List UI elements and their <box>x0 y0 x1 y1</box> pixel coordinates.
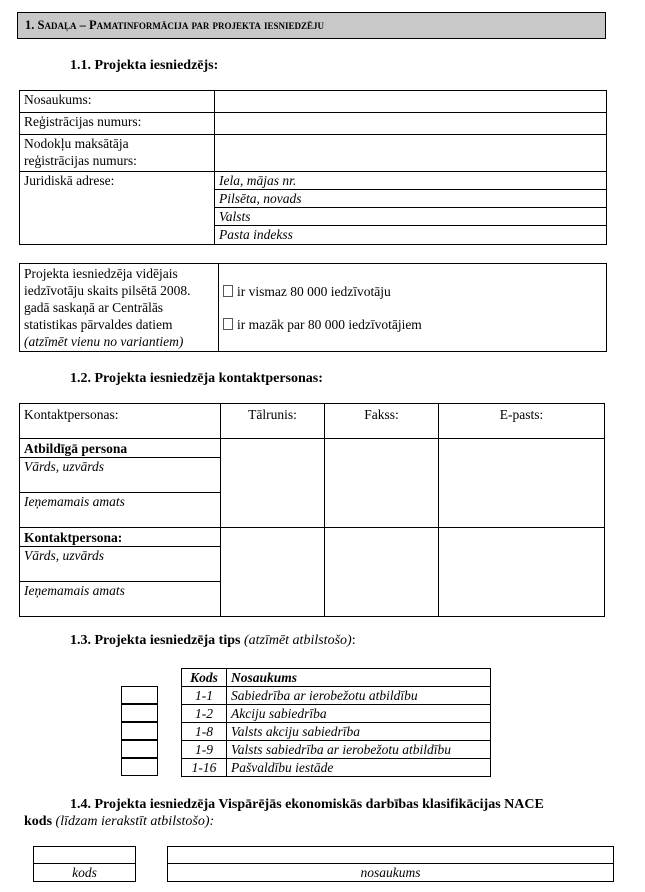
person2-name[interactable]: Vārds, uzvārds <box>20 547 221 582</box>
s14-title-line1: 1.4. Projekta iesniedzēja Vispārējās ekonomiskās darbības klasifikācijas NACE <box>70 797 544 812</box>
nace-nosaukums-field[interactable] <box>167 846 614 864</box>
label-adrese: Juridiskā adrese: <box>20 172 215 245</box>
s11-title: 1.1. Projekta iesniedzējs: <box>70 58 219 73</box>
person1-phone[interactable] <box>221 439 325 528</box>
s13-title-note: (atzīmēt atbilstošo) <box>243 633 352 648</box>
col-kods: Kods <box>182 669 227 687</box>
header-talrunis: Tālrunis: <box>221 404 325 439</box>
type-checkbox-1-8[interactable] <box>121 722 158 740</box>
contacts-table <box>19 403 605 617</box>
field-reg-nr[interactable] <box>215 113 607 135</box>
section-header <box>17 12 606 39</box>
checkbox-icon[interactable] <box>223 285 233 297</box>
population-label <box>20 264 219 352</box>
population-line-1: Projekta iesniedzēja vidējais <box>24 266 178 281</box>
field-iela[interactable]: Iela, mājas nr. <box>215 172 607 190</box>
label-nosaukums: Nosaukums: <box>20 91 215 113</box>
s13-title-line <box>70 633 356 649</box>
person2-email[interactable] <box>439 528 605 617</box>
person2-fax[interactable] <box>325 528 439 617</box>
s14-title-line2 <box>24 814 214 830</box>
population-options <box>219 264 607 352</box>
type-nosaukums: Sabiedrība ar ierobežotu atbildību <box>227 687 491 705</box>
population-option-2[interactable] <box>223 316 602 333</box>
field-pilseta[interactable]: Pilsēta, novads <box>215 190 607 208</box>
population-line-3: gadā saskaņā ar Centrālās <box>24 300 164 315</box>
type-kods: 1-2 <box>182 705 227 723</box>
type-nosaukums: Valsts akciju sabiedrība <box>227 723 491 741</box>
person2-position[interactable]: Ieņemamais amats <box>20 582 221 617</box>
type-checkbox-1-1[interactable] <box>121 686 158 704</box>
person2-phone[interactable] <box>221 528 325 617</box>
population-table <box>19 263 607 352</box>
person1-fax[interactable] <box>325 439 439 528</box>
field-valsts[interactable]: Valsts <box>215 208 607 226</box>
type-kods: 1-9 <box>182 741 227 759</box>
type-table <box>181 668 491 777</box>
label-nodoklu-b: reģistrācijas numurs: <box>24 153 137 168</box>
person1-title: Atbildīgā persona <box>20 439 221 458</box>
type-nosaukums: Pašvaldību iestāde <box>227 759 491 777</box>
s12-title: 1.2. Projekta iesniedzēja kontaktpersonas: <box>70 371 323 386</box>
population-note: (atzīmēt vienu no variantiem) <box>24 334 184 349</box>
population-option-2-text: ir mazāk par 80 000 iedzīvotājiem <box>237 316 422 332</box>
nace-kods-field[interactable] <box>33 846 136 864</box>
s13-title: 1.3. Projekta iesniedzēja tips <box>70 633 241 648</box>
type-checkbox-1-16[interactable] <box>121 758 158 776</box>
person2-title: Kontaktpersona: <box>20 528 221 547</box>
person1-email[interactable] <box>439 439 605 528</box>
type-nosaukums: Valsts sabiedrība ar ierobežotu atbildību <box>227 741 491 759</box>
person1-name[interactable]: Vārds, uzvārds <box>20 458 221 493</box>
nace-nosaukums-label: nosaukums <box>167 863 614 882</box>
type-checkbox-1-9[interactable] <box>121 740 158 758</box>
population-line-4: statistikas pārvaldes datiem <box>24 317 173 332</box>
population-option-1-text: ir vismaz 80 000 iedzīvotāju <box>237 283 391 299</box>
type-kods: 1-8 <box>182 723 227 741</box>
field-pasta-indekss[interactable]: Pasta indekss <box>215 226 607 245</box>
label-reg-nr: Reģistrācijas numurs: <box>20 113 215 135</box>
section-header-text: 1. Sadaļa – Pamatinformācija par projekta iesniedzēju <box>25 18 324 32</box>
type-kods: 1-16 <box>182 759 227 777</box>
population-line-2: iedzīvotāju skaits pilsētā 2008. <box>24 283 191 298</box>
s14-title-note: (līdzam ierakstīt atbilstošo): <box>55 814 215 829</box>
header-fakss: Fakss: <box>325 404 439 439</box>
label-nodoklu-a: Nodokļu maksātāja <box>24 136 129 151</box>
type-kods: 1-1 <box>182 687 227 705</box>
header-kontaktpersonas: Kontaktpersonas: <box>20 404 221 439</box>
person1-position[interactable]: Ieņemamais amats <box>20 493 221 528</box>
applicant-table <box>19 90 607 245</box>
type-checkbox-1-2[interactable] <box>121 704 158 722</box>
header-epasts: E-pasts: <box>439 404 605 439</box>
checkbox-icon[interactable] <box>223 318 233 330</box>
col-nosaukums: Nosaukums <box>227 669 491 687</box>
field-nosaukums[interactable] <box>215 91 607 113</box>
s13-title-colon: : <box>351 633 356 648</box>
nace-kods-label: kods <box>33 863 136 882</box>
label-nodoklu <box>20 135 215 172</box>
s14-kods-word: kods <box>24 814 53 829</box>
type-nosaukums: Akciju sabiedrība <box>227 705 491 723</box>
field-nodoklu[interactable] <box>215 135 607 172</box>
population-option-1[interactable] <box>223 283 602 300</box>
